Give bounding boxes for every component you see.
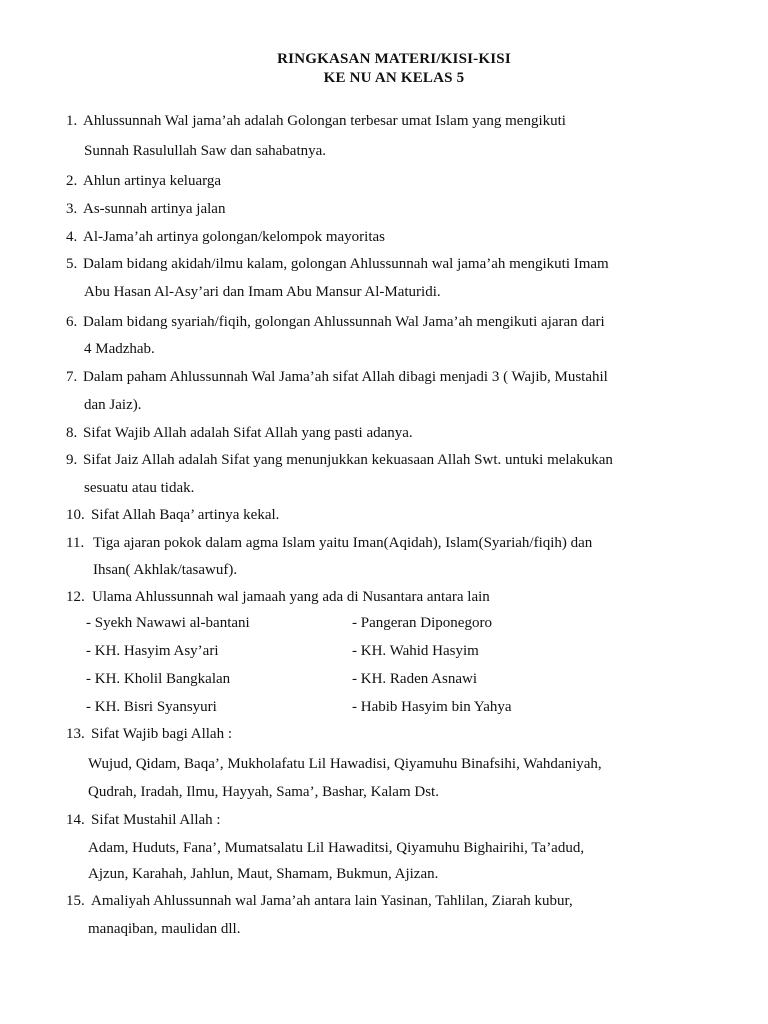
title-line-2: KE NU AN KELAS 5 <box>323 70 465 86</box>
list-item-text: sesuatu atau tidak. <box>84 480 195 496</box>
list-item-text: Sifat Mustahil Allah : <box>91 812 221 828</box>
list-item-text: Wujud, Qidam, Baqa’, Mukholafatu Lil Hawadisi, Qiyamuhu Binafsihi, Wahdaniyah, <box>88 756 602 772</box>
list-item-text: Tiga ajaran pokok dalam agma Islam yaitu Iman(Aqidah), Islam(Syariah/fiqih) dan <box>93 535 593 551</box>
list-item-text: As-sunnah artinya jalan <box>83 201 226 217</box>
ulama-right-item: - Habib Hasyim bin Yahya <box>352 699 512 715</box>
list-item-number: 15. <box>66 893 85 909</box>
list-item-number: 5. <box>66 256 78 272</box>
list-item-number: 7. <box>66 369 78 385</box>
list-item-text: Sunnah Rasulullah Saw dan sahabatnya. <box>84 143 327 159</box>
list-item-text: Amaliyah Ahlussunnah wal Jama’ah antara lain Yasinan, Tahlilan, Ziarah kubur, <box>91 893 573 909</box>
list-item-text: Ulama Ahlussunnah wal jamaah yang ada di Nusantara antara lain <box>92 589 490 605</box>
list-item-text: Dalam bidang syariah/fiqih, golongan Ahlussunnah Wal Jama’ah mengikuti ajaran dari <box>83 314 605 330</box>
ulama-right-item: - KH. Wahid Hasyim <box>352 643 479 659</box>
list-item-text: Dalam bidang akidah/ilmu kalam, golongan Ahlussunnah wal jama’ah mengikuti Imam <box>83 256 609 272</box>
list-item-number: 11. <box>66 535 85 551</box>
list-item-number: 1. <box>66 113 78 129</box>
title-line-1: RINGKASAN MATERI/KISI-KISI <box>277 51 511 67</box>
list-item-text: Sifat Allah Baqa’ artinya kekal. <box>91 507 280 523</box>
list-item-text: Sifat Wajib bagi Allah : <box>91 726 232 742</box>
list-item-text: Adam, Huduts, Fana’, Mumatsalatu Lil Hawaditsi, Qiyamuhu Bighairihi, Ta’adud, <box>88 840 585 856</box>
list-item-number: 2. <box>66 173 78 189</box>
ulama-left-item: - Syekh Nawawi al-bantani <box>86 615 250 631</box>
list-item-text: dan Jaiz). <box>84 397 142 413</box>
list-item-number: 9. <box>66 452 78 468</box>
ulama-left-item: - KH. Kholil Bangkalan <box>86 671 231 687</box>
list-item-number: 14. <box>66 812 85 828</box>
list-item-text: manaqiban, maulidan dll. <box>88 921 241 937</box>
list-item-text: Al-Jama’ah artinya golongan/kelompok mayoritas <box>83 229 385 245</box>
list-item-number: 6. <box>66 314 78 330</box>
list-item-text: Dalam paham Ahlussunnah Wal Jama’ah sifat Allah dibagi menjadi 3 ( Wajib, Mustahil <box>83 369 608 385</box>
list-item-text: Ajzun, Karahah, Jahlun, Maut, Shamam, Bukmun, Ajizan. <box>88 866 439 882</box>
list-item-text: Ahlussunnah Wal jama’ah adalah Golongan terbesar umat Islam yang mengikuti <box>83 113 566 129</box>
list-item-text: Abu Hasan Al-Asy’ari dan Imam Abu Mansur Al-Maturidi. <box>84 284 441 300</box>
list-item-number: 3. <box>66 201 78 217</box>
list-item-text: Sifat Jaiz Allah adalah Sifat yang menunjukkan kekuasaan Allah Swt. untuki melakukan <box>83 452 613 468</box>
list-item-text: 4 Madzhab. <box>84 341 155 357</box>
list-item-text: Ihsan( Akhlak/tasawuf). <box>93 562 238 578</box>
list-item-text: Qudrah, Iradah, Ilmu, Hayyah, Sama’, Bashar, Kalam Dst. <box>88 784 439 800</box>
ulama-left-item: - KH. Bisri Syansyuri <box>86 699 217 715</box>
list-item-number: 4. <box>66 229 78 245</box>
ulama-left-item: - KH. Hasyim Asy’ari <box>86 643 219 659</box>
list-item-number: 13. <box>66 726 85 742</box>
list-item-number: 12. <box>66 589 85 605</box>
ulama-right-item: - Pangeran Diponegoro <box>352 615 492 631</box>
list-item-number: 10. <box>66 507 85 523</box>
ulama-right-item: - KH. Raden Asnawi <box>352 671 477 687</box>
list-item-text: Ahlun artinya keluarga <box>83 173 222 189</box>
list-item-number: 8. <box>66 425 78 441</box>
list-item-text: Sifat Wajib Allah adalah Sifat Allah yang pasti adanya. <box>83 425 413 441</box>
